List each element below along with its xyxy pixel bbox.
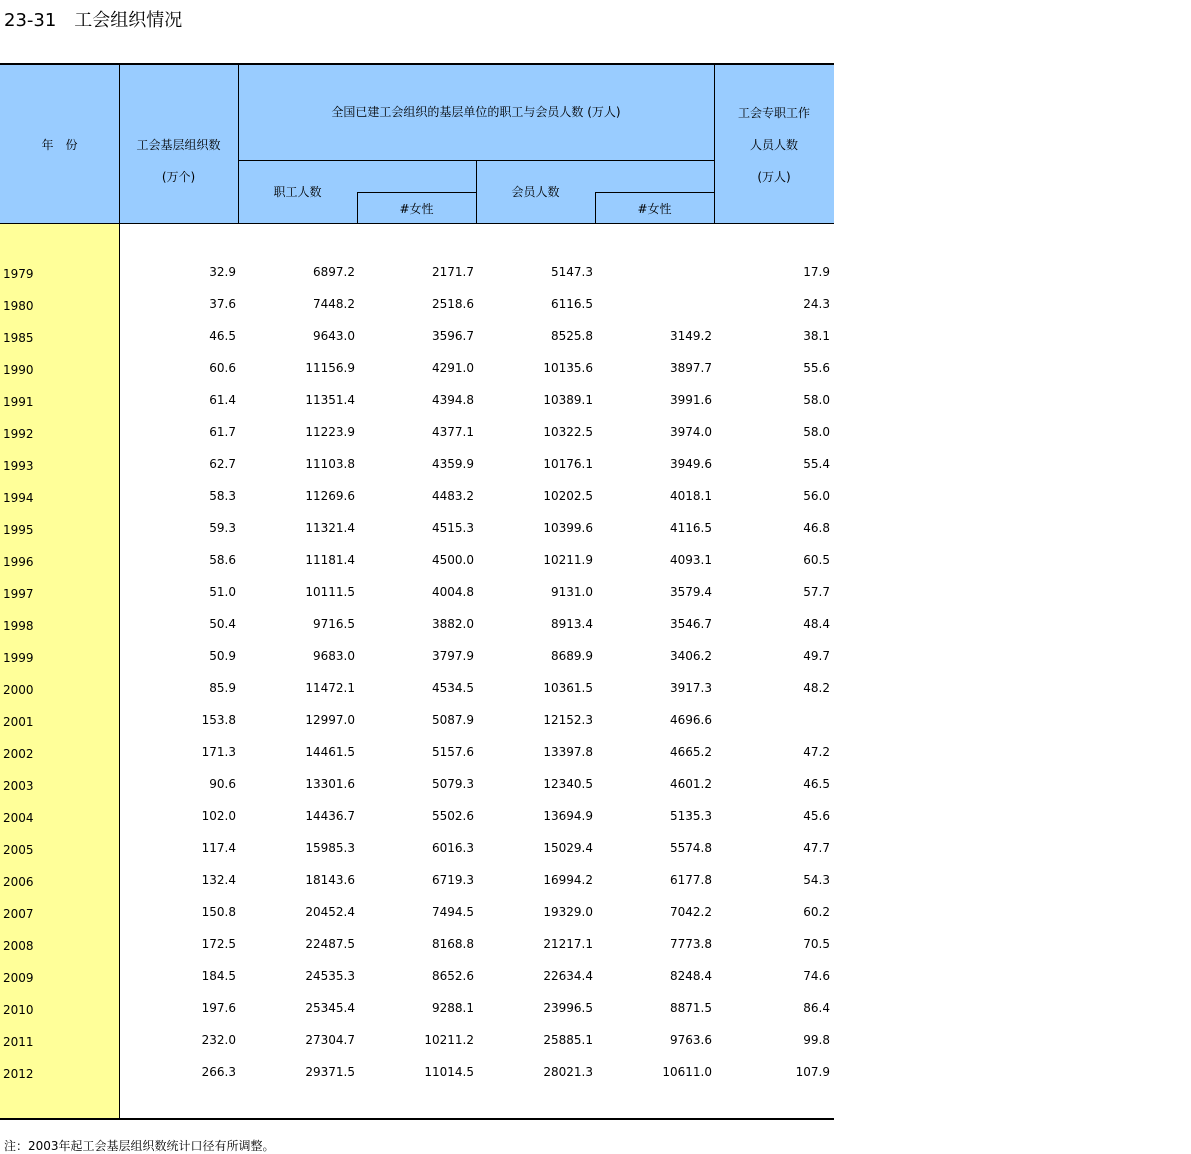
table-row <box>0 744 834 776</box>
members-f-cell: 7042.2 <box>670 905 712 919</box>
table-row <box>0 840 834 872</box>
members-f-cell: 3579.4 <box>670 585 712 599</box>
staff-cell: 46.8 <box>803 521 830 535</box>
header-staff: 工会专职工作 <box>737 106 810 120</box>
members-cell: 10176.1 <box>543 457 593 471</box>
workers-cell: 14436.7 <box>305 809 355 823</box>
header-org-count: 工会基层组织数 <box>136 138 221 152</box>
members-f-cell: 3991.6 <box>670 393 712 407</box>
workers-f-cell: 4377.1 <box>432 425 474 439</box>
members-f-cell: 4665.2 <box>670 745 712 759</box>
year-cell: 1996 <box>3 555 34 569</box>
orgs-cell: 150.8 <box>201 905 236 919</box>
staff-cell: 45.6 <box>803 809 830 823</box>
header-top-border <box>0 63 834 65</box>
workers-cell: 11181.4 <box>305 553 355 567</box>
table-row <box>0 520 834 552</box>
year-cell: 1985 <box>3 331 34 345</box>
workers-cell: 11351.4 <box>305 393 355 407</box>
staff-cell: 74.6 <box>803 969 830 983</box>
staff-cell: 57.7 <box>803 585 830 599</box>
year-cell: 1990 <box>3 363 34 377</box>
workers-cell: 11269.6 <box>305 489 355 503</box>
year-cell: 1980 <box>3 299 34 313</box>
members-cell: 13694.9 <box>543 809 593 823</box>
year-cell: 1992 <box>3 427 34 441</box>
staff-cell: 54.3 <box>803 873 830 887</box>
staff-cell: 49.7 <box>803 649 830 663</box>
year-cell: 1994 <box>3 491 34 505</box>
orgs-cell: 50.9 <box>209 649 236 663</box>
table-row <box>0 904 834 936</box>
staff-cell: 48.2 <box>803 681 830 695</box>
orgs-cell: 85.9 <box>209 681 236 695</box>
header-staff-line2: 人员人数 <box>749 138 798 152</box>
header-members-female: #女性 <box>637 202 672 216</box>
year-cell: 1995 <box>3 523 34 537</box>
table-bottom-border <box>0 1118 834 1120</box>
table-row <box>0 1064 834 1096</box>
orgs-cell: 197.6 <box>201 1001 236 1015</box>
workers-f-cell: 8168.8 <box>432 937 474 951</box>
members-cell: 28021.3 <box>543 1065 593 1079</box>
workers-cell: 13301.6 <box>305 777 355 791</box>
workers-cell: 24535.3 <box>305 969 355 983</box>
members-f-cell: 6177.8 <box>670 873 712 887</box>
members-cell: 10202.5 <box>543 489 593 503</box>
orgs-cell: 59.3 <box>209 521 236 535</box>
workers-f-cell: 2518.6 <box>432 297 474 311</box>
orgs-cell: 32.9 <box>209 265 236 279</box>
orgs-cell: 172.5 <box>201 937 236 951</box>
table-row <box>0 616 834 648</box>
data-table <box>0 63 834 1120</box>
members-cell: 10135.6 <box>543 361 593 375</box>
members-f-cell: 4696.6 <box>670 713 712 727</box>
year-cell: 2011 <box>3 1035 34 1049</box>
members-cell: 10389.1 <box>543 393 593 407</box>
members-f-cell: 4116.5 <box>670 521 712 535</box>
workers-cell: 11103.8 <box>305 457 355 471</box>
workers-f-cell: 4394.8 <box>432 393 474 407</box>
workers-f-cell: 4004.8 <box>432 585 474 599</box>
workers-f-cell: 9288.1 <box>432 1001 474 1015</box>
members-f-cell: 5574.8 <box>670 841 712 855</box>
members-f-cell: 3406.2 <box>670 649 712 663</box>
year-cell: 2002 <box>3 747 34 761</box>
year-cell: 2009 <box>3 971 34 985</box>
workers-cell: 9716.5 <box>313 617 355 631</box>
staff-cell: 60.2 <box>803 905 830 919</box>
orgs-cell: 102.0 <box>201 809 236 823</box>
workers-f-cell: 5157.6 <box>432 745 474 759</box>
orgs-cell: 132.4 <box>201 873 236 887</box>
workers-cell: 9643.0 <box>313 329 355 343</box>
workers-cell: 22487.5 <box>305 937 355 951</box>
year-cell: 2005 <box>3 843 34 857</box>
workers-f-cell: 5502.6 <box>432 809 474 823</box>
table-row <box>0 392 834 424</box>
staff-cell: 47.2 <box>803 745 830 759</box>
orgs-cell: 51.0 <box>209 585 236 599</box>
workers-cell: 25345.4 <box>305 1001 355 1015</box>
members-f-cell: 3897.7 <box>670 361 712 375</box>
year-cell: 1991 <box>3 395 34 409</box>
members-f-cell: 3974.0 <box>670 425 712 439</box>
members-f-cell: 4093.1 <box>670 553 712 567</box>
workers-f-cell: 3797.9 <box>432 649 474 663</box>
members-female-top-border <box>595 192 714 193</box>
workers-cell: 11321.4 <box>305 521 355 535</box>
orgs-cell: 184.5 <box>201 969 236 983</box>
table-row <box>0 456 834 488</box>
members-cell: 21217.1 <box>543 937 593 951</box>
workers-f-cell: 4500.0 <box>432 553 474 567</box>
workers-f-cell: 5079.3 <box>432 777 474 791</box>
members-cell: 6116.5 <box>551 297 593 311</box>
year-cell: 1999 <box>3 651 34 665</box>
year-cell: 1993 <box>3 459 34 473</box>
members-cell: 10361.5 <box>543 681 593 695</box>
workers-cell: 10111.5 <box>305 585 355 599</box>
workers-cell: 27304.7 <box>305 1033 355 1047</box>
table-row <box>0 264 834 296</box>
staff-cell: 99.8 <box>803 1033 830 1047</box>
staff-cell: 70.5 <box>803 937 830 951</box>
staff-cell: 48.4 <box>803 617 830 631</box>
orgs-cell: 61.4 <box>209 393 236 407</box>
members-cell: 8525.8 <box>551 329 593 343</box>
workers-f-cell: 6719.3 <box>432 873 474 887</box>
orgs-cell: 171.3 <box>201 745 236 759</box>
year-cell: 2010 <box>3 1003 34 1017</box>
orgs-cell: 58.6 <box>209 553 236 567</box>
year-cell: 1998 <box>3 619 34 633</box>
staff-cell: 24.3 <box>803 297 830 311</box>
header-org-count-unit: (万个) <box>161 170 196 184</box>
workers-f-cell: 11014.5 <box>424 1065 474 1079</box>
header-group: 全国已建工会组织的基层单位的职工与会员人数 (万人) <box>331 105 621 119</box>
table-row <box>0 584 834 616</box>
members-f-cell: 3546.7 <box>670 617 712 631</box>
members-f-cell: 3917.3 <box>670 681 712 695</box>
orgs-cell: 232.0 <box>201 1033 236 1047</box>
workers-cell: 14461.5 <box>305 745 355 759</box>
orgs-cell: 37.6 <box>209 297 236 311</box>
year-cell: 2000 <box>3 683 34 697</box>
header-bottom-border <box>0 223 834 224</box>
members-cell: 12152.3 <box>543 713 593 727</box>
table-row <box>0 872 834 904</box>
footnote: 注：2003年起工会基层组织数统计口径有所调整。 <box>4 1139 275 1153</box>
workers-f-cell: 4534.5 <box>432 681 474 695</box>
members-cell: 8913.4 <box>551 617 593 631</box>
table-row <box>0 328 834 360</box>
staff-cell: 58.0 <box>803 393 830 407</box>
orgs-cell: 60.6 <box>209 361 236 375</box>
members-f-cell: 5135.3 <box>670 809 712 823</box>
workers-cell: 15985.3 <box>305 841 355 855</box>
workers-cell: 9683.0 <box>313 649 355 663</box>
orgs-cell: 58.3 <box>209 489 236 503</box>
table-row <box>0 808 834 840</box>
members-cell: 25885.1 <box>543 1033 593 1047</box>
year-cell: 2001 <box>3 715 34 729</box>
year-cell: 1979 <box>3 267 34 281</box>
table-row <box>0 936 834 968</box>
workers-cell: 20452.4 <box>305 905 355 919</box>
staff-cell: 60.5 <box>803 553 830 567</box>
table-row <box>0 488 834 520</box>
workers-cell: 11472.1 <box>305 681 355 695</box>
workers-f-cell: 3882.0 <box>432 617 474 631</box>
staff-cell: 47.7 <box>803 841 830 855</box>
workers-f-cell: 10211.2 <box>424 1033 474 1047</box>
members-f-cell: 3949.6 <box>670 457 712 471</box>
table-row <box>0 552 834 584</box>
workers-cell: 11156.9 <box>305 361 355 375</box>
orgs-cell: 266.3 <box>201 1065 236 1079</box>
staff-cell: 58.0 <box>803 425 830 439</box>
header-staff-unit: (万人) <box>757 170 791 184</box>
workers-f-cell: 5087.9 <box>432 713 474 727</box>
orgs-cell: 50.4 <box>209 617 236 631</box>
header-workers-female: #女性 <box>399 202 434 216</box>
orgs-cell: 90.6 <box>209 777 236 791</box>
table-row <box>0 1032 834 1064</box>
year-cell: 2004 <box>3 811 34 825</box>
members-f-cell: 4601.2 <box>670 777 712 791</box>
staff-cell: 56.0 <box>803 489 830 503</box>
workers-f-cell: 2171.7 <box>432 265 474 279</box>
workers-f-cell: 3596.7 <box>432 329 474 343</box>
year-cell: 2008 <box>3 939 34 953</box>
workers-f-cell: 7494.5 <box>432 905 474 919</box>
table-row <box>0 1000 834 1032</box>
workers-f-cell: 4483.2 <box>432 489 474 503</box>
table-row <box>0 360 834 392</box>
year-cell: 2003 <box>3 779 34 793</box>
staff-cell: 107.9 <box>795 1065 830 1079</box>
staff-cell: 55.6 <box>803 361 830 375</box>
orgs-cell: 153.8 <box>201 713 236 727</box>
workers-cell: 12997.0 <box>305 713 355 727</box>
members-cell: 9131.0 <box>551 585 593 599</box>
members-cell: 19329.0 <box>543 905 593 919</box>
table-row <box>0 680 834 712</box>
year-cell: 2006 <box>3 875 34 889</box>
members-cell: 23996.5 <box>543 1001 593 1015</box>
members-f-cell: 9763.6 <box>670 1033 712 1047</box>
workers-f-cell: 4291.0 <box>432 361 474 375</box>
orgs-cell: 117.4 <box>201 841 236 855</box>
members-cell: 10211.9 <box>543 553 593 567</box>
members-cell: 5147.3 <box>551 265 593 279</box>
members-cell: 10322.5 <box>543 425 593 439</box>
staff-cell: 38.1 <box>803 329 830 343</box>
members-cell: 13397.8 <box>543 745 593 759</box>
members-cell: 15029.4 <box>543 841 593 855</box>
workers-cell: 18143.6 <box>305 873 355 887</box>
members-cell: 22634.4 <box>543 969 593 983</box>
members-f-cell: 3149.2 <box>670 329 712 343</box>
workers-cell: 7448.2 <box>313 297 355 311</box>
members-cell: 16994.2 <box>543 873 593 887</box>
members-f-cell: 10611.0 <box>662 1065 712 1079</box>
staff-cell: 55.4 <box>803 457 830 471</box>
orgs-cell: 61.7 <box>209 425 236 439</box>
workers-cell: 6897.2 <box>313 265 355 279</box>
members-cell: 10399.6 <box>543 521 593 535</box>
table-row <box>0 776 834 808</box>
members-f-cell: 7773.8 <box>670 937 712 951</box>
header-workers: 职工人数 <box>273 185 322 199</box>
page-title: 23-31 工会组织情况 <box>4 10 183 31</box>
workers-f-cell: 4515.3 <box>432 521 474 535</box>
orgs-cell: 62.7 <box>209 457 236 471</box>
workers-female-top-border <box>357 192 476 193</box>
workers-f-cell: 8652.6 <box>432 969 474 983</box>
workers-f-cell: 6016.3 <box>432 841 474 855</box>
staff-cell: 46.5 <box>803 777 830 791</box>
header-year: 年 份 <box>41 138 78 152</box>
members-cell: 8689.9 <box>551 649 593 663</box>
orgs-cell: 46.5 <box>209 329 236 343</box>
table-row <box>0 424 834 456</box>
table-row <box>0 712 834 744</box>
workers-f-cell: 4359.9 <box>432 457 474 471</box>
staff-cell: 86.4 <box>803 1001 830 1015</box>
members-f-cell: 8871.5 <box>670 1001 712 1015</box>
staff-cell: 17.9 <box>803 265 830 279</box>
table-row <box>0 968 834 1000</box>
year-cell: 1997 <box>3 587 34 601</box>
members-f-cell: 4018.1 <box>670 489 712 503</box>
table-row <box>0 296 834 328</box>
members-cell: 12340.5 <box>543 777 593 791</box>
year-cell: 2012 <box>3 1067 34 1081</box>
header-members: 会员人数 <box>511 185 560 199</box>
workers-cell: 11223.9 <box>305 425 355 439</box>
workers-cell: 29371.5 <box>305 1065 355 1079</box>
year-cell: 2007 <box>3 907 34 921</box>
table-row <box>0 648 834 680</box>
members-f-cell: 8248.4 <box>670 969 712 983</box>
